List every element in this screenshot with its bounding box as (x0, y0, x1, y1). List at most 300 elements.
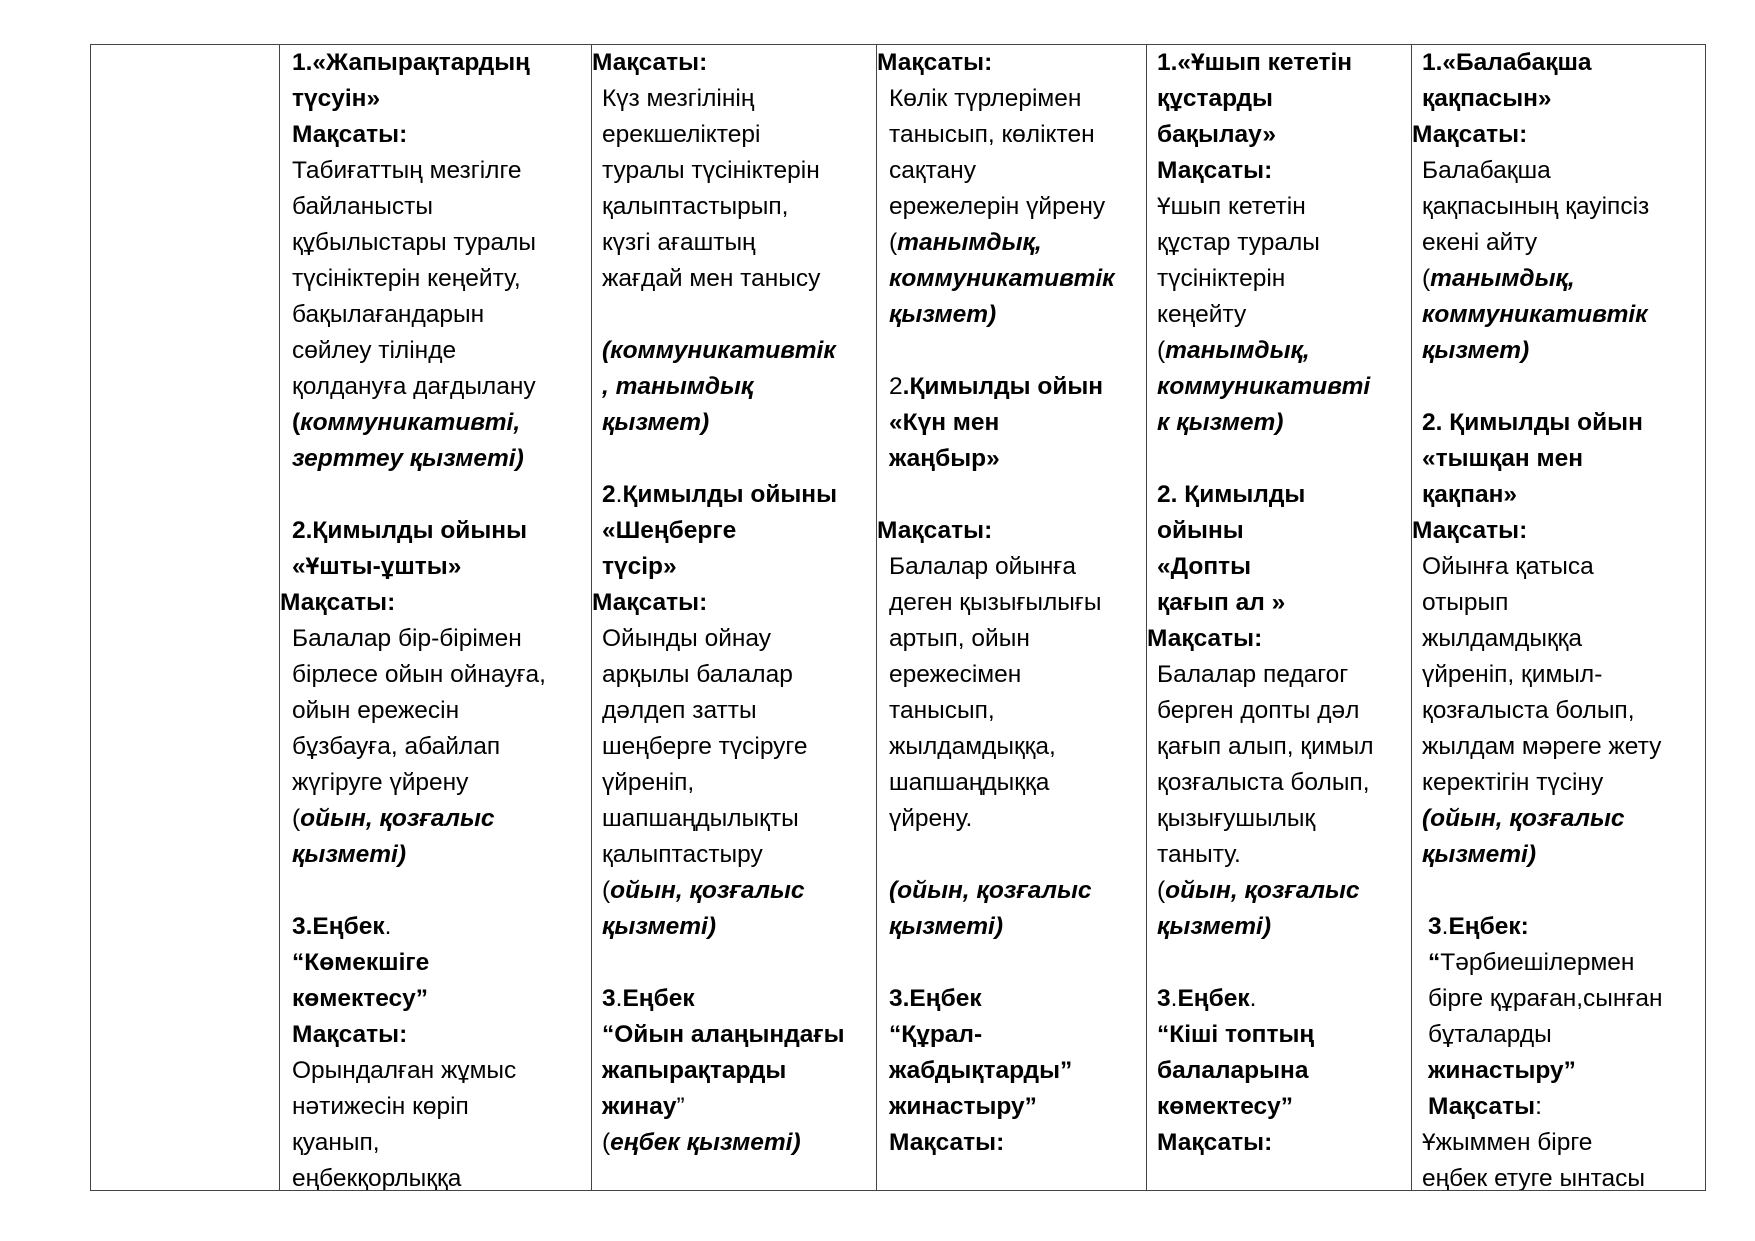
text-run: ( (1157, 877, 1166, 904)
text-run: “Кіші топтың (1157, 1021, 1315, 1048)
text-line (1147, 1017, 1411, 1053)
text-line (592, 261, 876, 297)
text-run: Қимылды ойыны (622, 481, 838, 508)
text-line (280, 657, 591, 693)
text-run: қақпасын» (1422, 85, 1552, 112)
text-run: қызметі) (1422, 841, 1537, 868)
text-line (1412, 801, 1707, 837)
text-line (1147, 513, 1411, 549)
text-line (877, 369, 1146, 405)
text-line (1412, 837, 1707, 873)
text-run: Балалар ойынға (889, 553, 1076, 580)
cell-lines (280, 45, 591, 1190)
text-line (877, 549, 1146, 585)
text-line (280, 1125, 591, 1161)
text-run: . (1441, 913, 1449, 940)
text-run: жылдам мәреге жету (1422, 733, 1662, 760)
text-line (1147, 981, 1411, 1017)
text-run: көмектесу” (1157, 1093, 1294, 1120)
text-run: . (615, 481, 623, 508)
text-line (877, 441, 1146, 477)
text-line (592, 657, 876, 693)
text-line (592, 225, 876, 261)
text-run: Мақсаты: (1157, 157, 1273, 184)
text-line (877, 1125, 1146, 1161)
text-run: еңбекқорлыққа (292, 1165, 462, 1190)
text-line (877, 189, 1146, 225)
text-run: “Көмекшіге (292, 949, 430, 976)
text-run: жабдықтарды” (889, 1057, 1073, 1084)
text-line (592, 765, 876, 801)
text-run: құбылыстары туралы (292, 229, 537, 256)
text-line (877, 513, 1146, 549)
text-run: үйрену. (889, 805, 973, 832)
text-run: жүгіруге үйрену (292, 769, 469, 796)
text-run: керектігін түсіну (1422, 769, 1604, 796)
text-run: танымдық, (897, 229, 1042, 256)
text-run: (коммуникативтік (602, 337, 836, 364)
text-run: ережелерін үйрену (889, 193, 1106, 220)
text-run: танысып, көліктен (889, 121, 1095, 148)
text-line (592, 297, 876, 333)
text-line (592, 1053, 876, 1089)
text-line (877, 909, 1146, 945)
text-run: ерекшеліктері (602, 121, 761, 148)
text-run: коммуникативті, (300, 409, 521, 436)
text-run: Мақсаты (1428, 1093, 1536, 1120)
text-run: к қызмет) (1157, 409, 1284, 436)
text-line (1412, 1125, 1707, 1161)
text-line (1412, 1017, 1707, 1053)
text-run: туралы түсініктерін (602, 157, 820, 184)
text-line (592, 333, 876, 369)
text-run: танымдық, (1430, 265, 1575, 292)
text-line (1147, 81, 1411, 117)
text-run: қызметі) (1157, 913, 1272, 940)
text-line (1412, 693, 1707, 729)
text-run: : (1535, 1093, 1542, 1120)
text-line (877, 729, 1146, 765)
text-run: 3.Еңбек (292, 913, 385, 940)
text-run: (ойын, қозғалыс (889, 877, 1092, 904)
text-run: Мақсаты: (280, 589, 396, 616)
text-line (592, 837, 876, 873)
text-run: түсуін» (292, 85, 381, 112)
text-line (877, 801, 1146, 837)
text-line (1147, 225, 1411, 261)
text-run: Табиғаттың мезгілге (292, 157, 522, 184)
text-run: қалыптастыру (602, 841, 763, 868)
text-line (877, 1017, 1146, 1053)
text-line (280, 873, 591, 909)
text-run: отырып (1422, 589, 1509, 616)
text-line (280, 585, 591, 621)
text-line (1412, 621, 1707, 657)
table-column-4 (1146, 45, 1411, 1190)
text-line (1147, 873, 1411, 909)
text-line (280, 369, 591, 405)
text-run: шапшаңдыққа (889, 769, 1050, 796)
text-run: қолдануға дағдылану (292, 373, 536, 400)
text-line (1412, 549, 1707, 585)
text-line (1147, 693, 1411, 729)
text-line (280, 981, 591, 1017)
text-run: Балалар педагог (1157, 661, 1349, 688)
text-run: Мақсаты: (1147, 625, 1263, 652)
text-line (280, 837, 591, 873)
text-line (1147, 117, 1411, 153)
text-line (592, 621, 876, 657)
text-run: қалыптастырып, (602, 193, 789, 220)
text-run: еңбек қызметі) (610, 1129, 801, 1156)
text-line (280, 189, 591, 225)
text-run: Ойынды ойнау (602, 625, 772, 652)
text-line (280, 909, 591, 945)
text-line (280, 621, 591, 657)
text-line (877, 117, 1146, 153)
text-run: қозғалыста болып, (1157, 769, 1370, 796)
text-line (1412, 1053, 1707, 1089)
text-run: Мақсаты: (889, 1129, 1005, 1156)
text-line (1412, 225, 1707, 261)
text-run: үйреніп, қимыл- (1422, 661, 1603, 688)
text-line (877, 153, 1146, 189)
text-line (1412, 405, 1707, 441)
text-run: сөйлеу тілінде (292, 337, 457, 364)
text-line (1412, 1161, 1707, 1190)
text-run: 3 (602, 985, 616, 1012)
text-line (1147, 729, 1411, 765)
text-run: сақтану (889, 157, 976, 184)
text-line (877, 1089, 1146, 1125)
text-line (1412, 909, 1707, 945)
text-line (280, 1089, 591, 1125)
text-run: Тәрбиешілермен (1440, 949, 1635, 976)
text-line (1147, 477, 1411, 513)
text-run: ( (1422, 265, 1431, 292)
text-line (1412, 117, 1707, 153)
text-run: «Шеңберге (602, 517, 737, 544)
text-run: . (1249, 985, 1257, 1012)
text-line (1147, 405, 1411, 441)
text-run: еңбек етуге ынтасы (1422, 1165, 1646, 1190)
text-run: Күз мезгілінің (602, 85, 755, 112)
text-line (1147, 801, 1411, 837)
text-run: нәтижесін көріп (292, 1093, 469, 1120)
text-line (592, 909, 876, 945)
text-line (280, 45, 591, 81)
text-run: жылдамдыққа, (889, 733, 1056, 760)
text-line (280, 117, 591, 153)
text-run: қақпан» (1422, 481, 1517, 508)
text-run: бірлесе ойын ойнауға, (292, 661, 546, 688)
text-line (280, 1053, 591, 1089)
text-line (1412, 513, 1707, 549)
table-column-3 (876, 45, 1146, 1190)
text-line (1412, 765, 1707, 801)
text-line (592, 585, 876, 621)
text-line (1147, 189, 1411, 225)
text-line (1147, 441, 1411, 477)
text-line (1412, 261, 1707, 297)
text-line (877, 657, 1146, 693)
text-run: қызмет) (1422, 337, 1530, 364)
text-line (1412, 729, 1707, 765)
text-run: зерттеу қызметі) (292, 445, 524, 472)
text-run: коммуникативтік (889, 265, 1115, 292)
text-line (280, 225, 591, 261)
text-run: Ұжыммен бірге (1422, 1129, 1593, 1156)
text-line (1147, 153, 1411, 189)
text-run: бақылағандарын (292, 301, 485, 328)
text-run: ойын, қозғалыс (300, 805, 495, 832)
table-column-empty (91, 45, 279, 1190)
text-run: Мақсаты: (877, 517, 993, 544)
text-run: 3.Еңбек (889, 985, 982, 1012)
text-line (1147, 909, 1411, 945)
text-run: жағдай мен танысу (602, 265, 821, 292)
text-line (280, 945, 591, 981)
text-run: «Күн мен (889, 409, 1000, 436)
text-line (877, 1053, 1146, 1089)
text-line (592, 801, 876, 837)
text-run: 2 (602, 481, 616, 508)
text-line (280, 261, 591, 297)
text-line (592, 873, 876, 909)
text-line (1412, 441, 1707, 477)
text-run: .Қимылды ойын (902, 373, 1104, 400)
text-line (280, 405, 591, 441)
text-line (280, 765, 591, 801)
text-run: коммуникативтік (1422, 301, 1648, 328)
text-line (592, 117, 876, 153)
text-run: қызметі) (292, 841, 407, 868)
text-run: Ойынға қатыса (1422, 553, 1594, 580)
text-run: қағып ал » (1157, 589, 1286, 616)
text-line (592, 1017, 876, 1053)
text-run: құстарды (1157, 85, 1273, 112)
text-run: 2.Қимылды ойыны (292, 517, 528, 544)
text-line (1147, 1053, 1411, 1089)
text-run: жинастыру” (1428, 1057, 1576, 1084)
text-run: жинастыру” (889, 1093, 1037, 1120)
text-line (592, 1089, 876, 1125)
text-line (1147, 1125, 1411, 1161)
text-line (280, 333, 591, 369)
text-line (280, 441, 591, 477)
text-run: жаңбыр» (889, 445, 1000, 472)
text-line (877, 765, 1146, 801)
text-line (592, 189, 876, 225)
text-line (1412, 333, 1707, 369)
text-run: 2. Қимылды (1157, 481, 1306, 508)
table-column-1 (279, 45, 591, 1190)
text-line (592, 369, 876, 405)
text-run: ( (292, 409, 301, 436)
text-line (877, 621, 1146, 657)
text-line (1412, 369, 1707, 405)
text-run: қызметі) (889, 913, 1004, 940)
text-run: түсір» (602, 553, 677, 580)
text-line (877, 225, 1146, 261)
text-line (877, 261, 1146, 297)
text-line (1412, 945, 1707, 981)
text-run: . (615, 985, 623, 1012)
text-run: арқылы балалар (602, 661, 793, 688)
text-line (877, 45, 1146, 81)
text-run: үйреніп, (602, 769, 695, 796)
text-run: Мақсаты: (592, 49, 708, 76)
text-run: Балалар бір-бірімен (292, 625, 522, 652)
text-line (592, 477, 876, 513)
text-run: түсініктерін кеңейту, (292, 265, 521, 292)
text-line (1147, 1089, 1411, 1125)
text-line (877, 405, 1146, 441)
text-line (592, 513, 876, 549)
text-line (877, 837, 1146, 873)
text-run: қуанып, (292, 1129, 380, 1156)
text-run: 3 (1157, 985, 1171, 1012)
text-run: қызметі) (602, 913, 717, 940)
text-line (1412, 297, 1707, 333)
text-run: ойын, қозғалыс (1165, 877, 1360, 904)
text-line (280, 729, 591, 765)
text-run: ережесімен (889, 661, 1022, 688)
text-run: түсініктерін (1157, 265, 1286, 292)
text-run: күзгі ағаштың (602, 229, 756, 256)
text-run: ( (1157, 337, 1166, 364)
text-run: құстар туралы (1157, 229, 1320, 256)
text-run: жапырақтарды (602, 1057, 787, 1084)
text-line (592, 693, 876, 729)
text-line (1147, 261, 1411, 297)
text-line (280, 297, 591, 333)
text-run: 2. Қимылды ойын (1422, 409, 1643, 436)
text-line (280, 513, 591, 549)
text-run: Мақсаты: (1412, 121, 1528, 148)
text-line (877, 981, 1146, 1017)
text-run: 3 (1428, 913, 1442, 940)
text-line (280, 81, 591, 117)
text-line (1412, 45, 1707, 81)
text-run: Орындалған жұмыс (292, 1057, 517, 1084)
cell-lines (877, 45, 1146, 1161)
text-run: танысып, (889, 697, 995, 724)
text-run: Еңбек (1177, 985, 1250, 1012)
text-line (280, 693, 591, 729)
text-line (1412, 585, 1707, 621)
text-line (1147, 549, 1411, 585)
text-line (1147, 297, 1411, 333)
text-run: Еңбек: (1448, 913, 1529, 940)
text-run: . (1170, 985, 1178, 1012)
text-run: “ (1428, 949, 1441, 976)
text-run: ( (602, 877, 611, 904)
text-line (592, 153, 876, 189)
cell-lines (1412, 45, 1707, 1190)
text-run: «Допты (1157, 553, 1252, 580)
text-run: бұталарды (1428, 1021, 1552, 1048)
text-run: артып, ойын (889, 625, 1030, 652)
text-line (877, 333, 1146, 369)
text-line (877, 693, 1146, 729)
text-line (592, 1125, 876, 1161)
text-run: жылдамдыққа (1422, 625, 1583, 652)
text-line (592, 45, 876, 81)
text-line (592, 405, 876, 441)
text-line (1412, 153, 1707, 189)
text-run: 2 (889, 373, 903, 400)
text-line (877, 477, 1146, 513)
text-run: Көлік түрлерімен (889, 85, 1082, 112)
text-line (592, 81, 876, 117)
text-run: 1.«Жапырақтардың (292, 49, 530, 76)
text-run: жинау (602, 1093, 677, 1120)
text-line (1412, 981, 1707, 1017)
text-line (877, 297, 1146, 333)
text-run: 1.«Балабақша (1422, 49, 1592, 76)
text-run: коммуникативті (1157, 373, 1371, 400)
text-line (280, 801, 591, 837)
text-run: Ұшып кететін (1157, 193, 1306, 220)
text-run: қызмет) (602, 409, 710, 436)
activity-table (90, 44, 1706, 1191)
text-line (1147, 621, 1411, 657)
text-line (877, 945, 1146, 981)
text-run: бақылау» (1157, 121, 1276, 148)
text-run: Мақсаты: (292, 121, 408, 148)
text-run: «Ұшты-ұшты» (292, 553, 462, 580)
text-line (877, 81, 1146, 117)
text-line (280, 477, 591, 513)
text-run: ” (676, 1093, 685, 1120)
text-run: ( (292, 805, 301, 832)
text-run: «тышқан мен (1422, 445, 1584, 472)
cell-lines (592, 45, 876, 1161)
text-run: (ойын, қозғалыс (1422, 805, 1625, 832)
text-run: берген допты дәл (1157, 697, 1360, 724)
text-run: Еңбек (622, 985, 695, 1012)
text-run: қозғалыста болып, (1422, 697, 1635, 724)
text-run: дәлдеп затты (602, 697, 757, 724)
text-line (1147, 945, 1411, 981)
text-run: ( (602, 1129, 611, 1156)
text-run: байланысты (292, 193, 433, 220)
text-run: Мақсаты: (1412, 517, 1528, 544)
text-run: қақпасының қауіпсіз (1422, 193, 1650, 220)
text-line (1412, 189, 1707, 225)
text-line (1412, 1089, 1707, 1125)
text-line (1147, 45, 1411, 81)
text-run: “Ойын алаңындағы (602, 1021, 845, 1048)
text-line (592, 981, 876, 1017)
text-run: кеңейту (1157, 301, 1247, 328)
text-line (592, 441, 876, 477)
text-run: Мақсаты: (592, 589, 708, 616)
text-run: бірге құраған,сынған (1428, 985, 1663, 1012)
text-line (280, 1017, 591, 1053)
text-line (280, 153, 591, 189)
text-run: танымдық, (1165, 337, 1310, 364)
text-run: көмектесу” (292, 985, 429, 1012)
text-run: қағып алып, қимыл (1157, 733, 1374, 760)
text-line (592, 549, 876, 585)
text-line (1147, 657, 1411, 693)
text-run: 1.«Ұшып кететін (1157, 49, 1353, 76)
text-line (1147, 333, 1411, 369)
text-line (280, 549, 591, 585)
text-line (1412, 657, 1707, 693)
